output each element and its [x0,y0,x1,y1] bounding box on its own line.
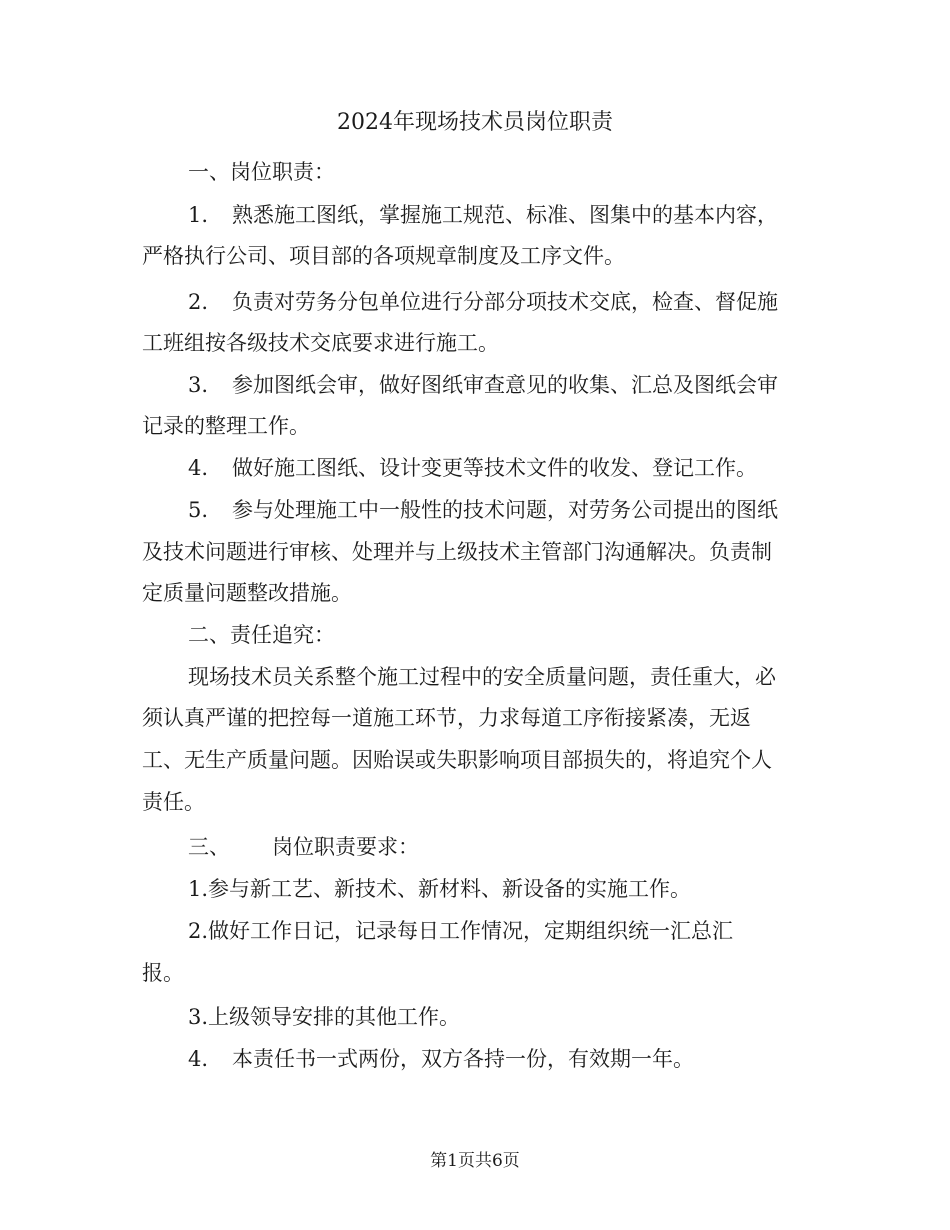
page-footer: 第1页共6页 [430,1151,520,1171]
section-heading-duties: 一、岗位职责： [188,160,335,184]
duty-item-3-cont: 记录的整理工作。 [142,414,310,438]
duty-item-5-cont: 及技术问题进行审核、处理并与上级技术主管部门沟通解决。负责制 [142,540,772,564]
duty-item-text: 参与处理施工中一般性的技术问题，对劳务公司提出的图纸 [232,498,778,522]
duty-item-3 [188,366,778,404]
duty-item-number: 5. [188,498,209,522]
duty-item-2-cont: 工班组按各级技术交底要求进行施工。 [142,331,499,355]
duty-item-number: 3. [188,373,209,397]
section-number: 三、 [188,835,230,859]
accountability-paragraph-cont: 责任。 [142,790,205,814]
duty-item-1 [188,196,778,234]
requirement-item-2-cont: 报。 [142,961,184,985]
duty-item-5-cont: 定质量问题整改措施。 [142,581,352,605]
section-title: 岗位职责要求： [272,835,419,859]
requirement-item-3: 3.上级领导安排的其他工作。 [188,1005,461,1029]
duty-item-number: 2. [188,290,209,314]
duty-item-5 [188,491,778,529]
document-title: 2024年现场技术员岗位职责 [337,110,613,135]
section-heading-accountability: 二、责任追究： [188,623,335,647]
duty-item-text: 参加图纸会审，做好图纸审查意见的收集、汇总及图纸会审 [232,373,778,397]
duty-item-text: 做好施工图纸、设计变更等技术文件的收发、登记工作。 [232,456,757,480]
requirement-item-number: 4. [188,1047,209,1071]
section-heading-requirements [188,828,419,866]
requirement-item-4 [188,1040,694,1078]
requirement-item-text: 本责任书一式两份，双方各持一份，有效期一年。 [232,1047,694,1071]
accountability-paragraph-cont: 须认真严谨的把控每一道施工环节，力求每道工序衔接紧凑，无返 [142,706,751,730]
duty-item-number: 1. [188,203,209,227]
requirement-item-2: 2.做好工作日记，记录每日工作情况，定期组织统一汇总汇 [188,919,734,943]
duty-item-text: 负责对劳务分包单位进行分部分项技术交底，检查、督促施 [232,290,778,314]
duty-item-4 [188,449,757,487]
accountability-paragraph: 现场技术员关系整个施工过程中的安全质量问题，责任重大，必 [188,665,776,689]
duty-item-1-cont: 严格执行公司、项目部的各项规章制度及工序文件。 [142,244,625,268]
requirement-item-1: 1.参与新工艺、新技术、新材料、新设备的实施工作。 [188,877,692,901]
duty-item-2 [188,283,778,321]
duty-item-text: 熟悉施工图纸，掌握施工规范、标准、图集中的基本内容， [232,203,778,227]
accountability-paragraph-cont: 工、无生产质量问题。因贻误或失职影响项目部损失的，将追究个人 [142,748,772,772]
duty-item-number: 4. [188,456,209,480]
